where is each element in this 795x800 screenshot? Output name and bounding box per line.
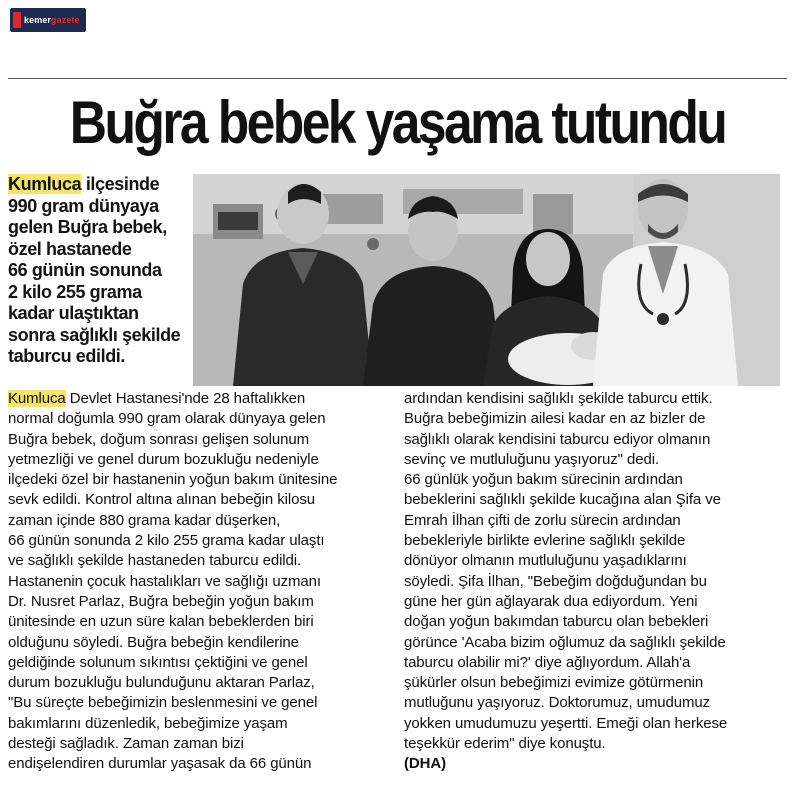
body-line: güne her gün ağlayarak dua ediyordum. Yeni: [404, 592, 698, 610]
body-line: Buğra bebeğimizin ailesi kadar en az bizler de: [404, 410, 706, 428]
body-line: sağlıklı olarak kendisini taburcu ediyor olmanın: [404, 430, 711, 448]
body-line: endişelendiren durumlar yaşasak da 66 günün: [8, 755, 312, 773]
body-line: Dr. Nusret Parlaz, Buğra bebeğin yoğun bakım: [8, 592, 314, 610]
body-column-1: [8, 389, 400, 775]
body-line: bebeklerini sağlıklı şekilde kucağına alan Şifa ve: [404, 491, 721, 509]
body-line: durum bozukluğu bulunduğunu aktaran Parlaz,: [8, 674, 315, 692]
photo-illustration: [193, 174, 780, 386]
header-divider: [8, 78, 787, 79]
body-line: Emrah İlhan çifti de zorlu sürecin ardından: [404, 511, 681, 529]
logo-text: [24, 15, 80, 25]
body-line: yokken umudumuzu yeşertti. Emeği olan herkese: [404, 714, 728, 732]
article-lead: [8, 174, 198, 368]
body-line: ünitesinde en uzun süre kalan bebeklerden biri: [8, 613, 314, 631]
publication-logo: [10, 8, 86, 32]
body-line: zaman içinde 880 grama kadar düşerken,: [8, 511, 281, 529]
body-line: yetmezliği ve genel durum bozukluğu nedeniyle: [8, 450, 319, 468]
body-line: desteği sağladık. Zaman zaman bizi: [8, 735, 244, 753]
body-line: [8, 389, 400, 409]
body-line: dönüyor olmanın mutluluğunu yaşadıklarını: [404, 552, 687, 570]
logo-mark: [13, 12, 21, 28]
lead-highlight: Kumluca: [8, 174, 82, 194]
lead-line: özel hastanede: [8, 238, 132, 259]
article-photo: [193, 174, 780, 386]
lead-line: taburcu edildi.: [8, 346, 126, 366]
body-line: "Bu süreçte bebeğimizin beslenmesini ve genel: [8, 694, 318, 712]
lead-line-text: ilçesinde: [81, 174, 160, 194]
body-line: teşekkür ederim" diye konuştu.: [404, 735, 606, 753]
logo-text-part1: kemer: [24, 15, 52, 25]
body-line: taburcu olabilir mi?' diye ağlıyordum. Allah'a: [404, 653, 691, 671]
body-line: ve sağlıklı şekilde hastaneden taburcu edildi.: [8, 552, 302, 570]
body-line-text: Devlet Hastanesi'nde 28 haftalıkken: [65, 390, 306, 407]
lead-line: [8, 174, 198, 196]
body-line: mutluğunu yaşıyoruz. Doktorumuz, umudumuz: [404, 694, 711, 712]
body-column-2: [404, 389, 788, 775]
body-line: Hastanenin çocuk hastalıkları ve sağlığı uzmanı: [8, 572, 321, 590]
body-line: ardından kendisini sağlıklı şekilde taburcu ettik.: [404, 390, 713, 407]
lead-line: 66 günün sonunda: [8, 260, 162, 280]
logo-text-part2: gazete: [51, 15, 80, 25]
body-line: Buğra bebek, doğum sonrası gelişen solunum: [8, 430, 309, 448]
lead-line: gelen Buğra bebek,: [8, 217, 167, 237]
article-headline: Buğra bebek yaşama tutundu: [69, 89, 726, 156]
body-line: söyledi. Şifa İlhan, "Bebeğim doğduğundan bu: [404, 572, 707, 590]
lead-line: 990 gram dünyaya: [8, 195, 159, 216]
lead-line: kadar ulaştıktan: [8, 303, 139, 323]
lead-line: 2 kilo 255 grama: [8, 281, 142, 302]
body-line: şükürler olsun bebeğimizi evimize götürmenin: [404, 674, 704, 692]
body-line: bakımlarını düzenledik, bebeğimize yaşam: [8, 714, 288, 732]
body-line: sevk edildi. Kontrol altına alınan bebeğin kilosu: [8, 491, 315, 509]
body-line: ilçedeki özel bir hastanenin yoğun bakım ünitesine: [8, 471, 338, 489]
body-line: doğan yoğun bakımdan taburcu olan bebekleri: [404, 613, 709, 631]
body-line: normal doğumla 990 gram olarak dünyaya gelen: [8, 410, 326, 428]
body-line: olduğunu söyledi. Buğra bebeğin kendilerine: [8, 633, 299, 651]
body-line: bebekleriyle birlikte evlerine sağlıklı şekilde: [404, 532, 686, 550]
body-line: geldiğinde solunum sıkıntısı çektiğini ve genel: [8, 653, 308, 671]
body-highlight: Kumluca: [8, 390, 66, 407]
body-line: görünce 'Acaba bizim oğlumuz da sağlıklı şekilde: [404, 633, 726, 651]
lead-line: sonra sağlıklı şekilde: [8, 324, 181, 345]
article-credit: (DHA): [404, 755, 446, 773]
body-line: 66 günlük yoğun bakım sürecinin ardından: [404, 471, 683, 489]
body-line: sevinç ve mutluluğunu yaşıyoruz" dedi.: [404, 450, 659, 468]
body-line: 66 günün sonunda 2 kilo 255 grama kadar ulaştı: [8, 532, 325, 550]
